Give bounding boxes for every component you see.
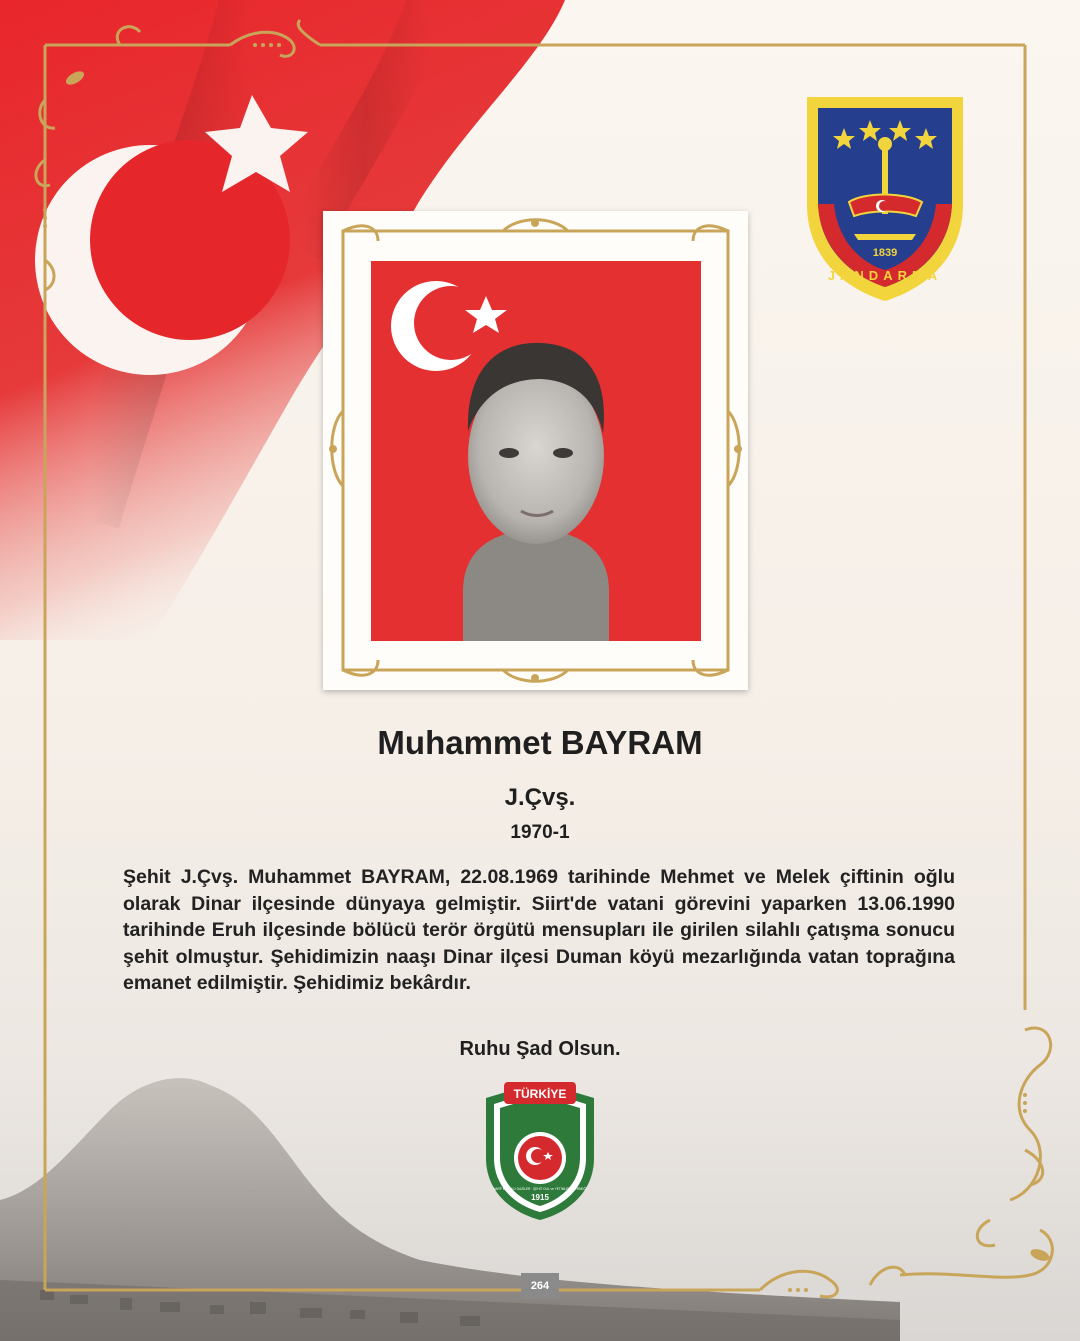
gaziler-association-emblem-icon	[482, 1078, 598, 1223]
gaziler-year: 1915	[531, 1193, 549, 1202]
portrait-frame	[323, 211, 748, 690]
person-name: Muhammet BAYRAM	[377, 724, 703, 761]
jandarma-year: 1839	[872, 247, 898, 259]
jandarma-emblem-icon	[804, 94, 966, 304]
portrait-photo	[371, 261, 701, 641]
person-rank: J.Çvş.	[504, 784, 576, 811]
gaziler-top-label: TÜRKİYE	[513, 1087, 567, 1101]
page-number: 264	[521, 1273, 559, 1299]
gaziler-ring-text: HARP MALULÜ GAZİLER · ŞEHİT DUL ve YETİMLERİ DERNEĞİ	[493, 1187, 587, 1191]
closing-text: Ruhu Şad Olsun.	[459, 1038, 621, 1060]
biography-paragraph: Şehit J.Çvş. Muhammet BAYRAM, 22.08.1969 tarihinde Mehmet ve Melek çiftinin oğlu olarak Dinar ilçesinde dünyaya gelmiştir. Siirt'de vatani görevini yaparken 13.06.1990 tarihinde Eruh ilçesinde bölücü terör örgütü mensupları ile girilen silahlı çatışma sonucu şehit olmuştur. Şehidimizin naaşı Dinar ilçesi Duman köyü mezarlığında vatan toprağına emanet edilmiştir. Şehidimiz bekârdır.	[123, 866, 955, 994]
jandarma-label: JANDARMA	[827, 268, 943, 283]
person-years: 1970-1	[510, 822, 570, 843]
